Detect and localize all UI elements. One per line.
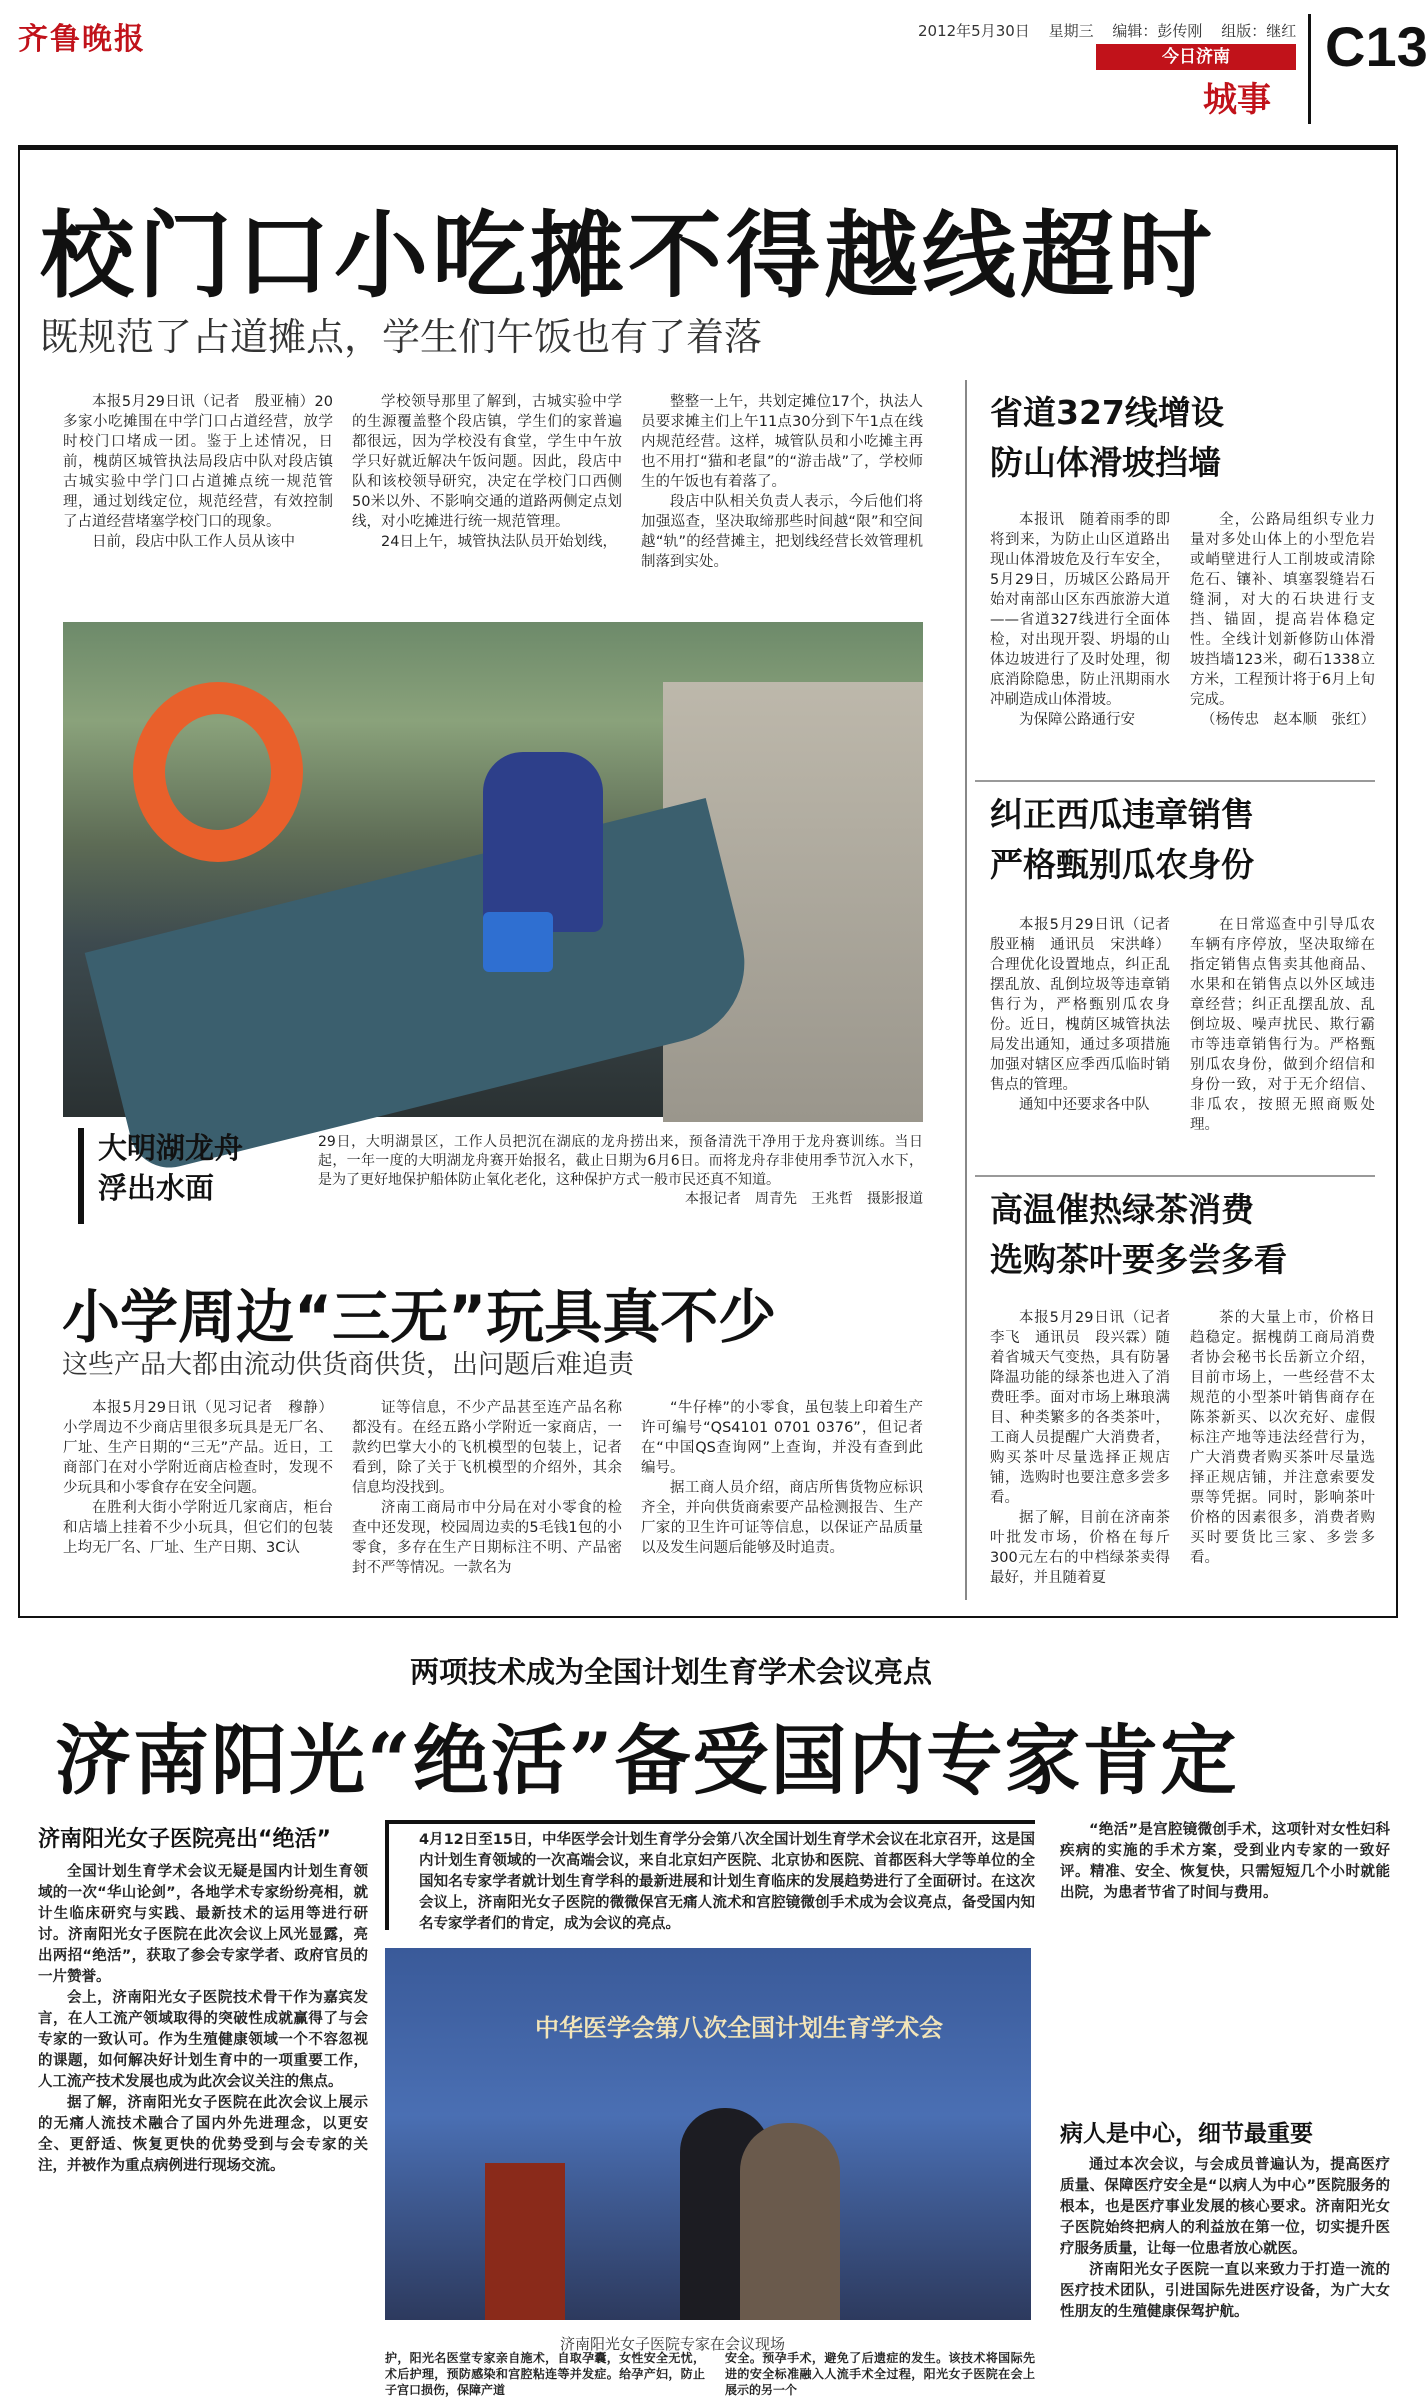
column-divider <box>965 380 967 1600</box>
date: 2012年5月30日 <box>918 22 1030 40</box>
side-2-col-1 <box>990 915 1185 1115</box>
lead-paragraph: 日前，段店中队工作人员从该中 <box>92 534 295 550</box>
advert-headline: 济南阳光“绝活”备受国内专家肯定 <box>55 1716 1239 1805</box>
life-ring-shape <box>133 682 303 862</box>
toy-paragraph: 本报5月29日讯（见习记者 穆静）小学周边不少商店里很多玩具是无厂名、厂址、生产日期的“三无”产品。近日，工商部门在对小学附近商店检查时，发现不少玩具和小零食存在安全问题。 <box>63 1400 333 1496</box>
person-shape <box>740 2123 840 2320</box>
side-1-col-1 <box>990 510 1170 730</box>
page-number: C13 <box>1308 14 1428 124</box>
advert-bottom-mid: 护，阳光名医堂专家亲自施术，自取孕囊，女性安全无忧，术后护理，预防感染和宫腔粘连等并发症。给孕产妇，防止子宫口损伤，保障产道 <box>385 2351 705 2397</box>
advert-paragraph: “绝活”是宫腔镜微创手术，这项针对女性妇科疾病的实施的手术方案，受到业内专家的一致好评。精准、安全、恢复快，只需短短几个小时就能出院，为患者节省了时间与费用。 <box>1060 1822 1390 1901</box>
side-divider <box>975 1175 1375 1177</box>
advert-right-subhead: 病人是中心，细节最重要 <box>1060 2121 1313 2147</box>
side-credit: （杨传忠 赵本顺 张红） <box>1201 712 1375 728</box>
side-headline: 选购茶叶要多尝多看 <box>990 1240 1287 1279</box>
lead-col-2 <box>352 392 622 552</box>
advert-paragraph: 全国计划生育学术会议无疑是国内计划生育领域的一次“华山论剑”，各地学术专家纷纷亮相，就计生临床研究与实践、最新技术的运用等进行研讨。济南阳光女子医院在此次会议上风光显露，亮出两招“绝活”，获取了参会专家学者、政府官员的一片赞誉。 <box>38 1864 368 1985</box>
side-headline: 高温催热绿茶消费 <box>990 1190 1254 1229</box>
side-2-col-2 <box>1190 915 1375 1135</box>
lead-col-3 <box>641 392 923 572</box>
side-3-col-1 <box>990 1308 1185 1588</box>
toy-subhead: 这些产品大都由流动供货商供货，出问题后难追责 <box>62 1350 635 1380</box>
photo-title <box>78 1128 318 1224</box>
side-paragraph: 本报讯 随着雨季的即将到来，为防止山区道路出现山体滑坡危及行车安全，5月29日，历城区公路局开始对南部山区东西旅游大道——省道327线进行全面体检，对出现开裂、坍塌的山体边坡进行了及时处理，彻底消除隐患，防止汛期雨水冲刷造成山体滑坡。 <box>990 512 1170 708</box>
toy-col-3 <box>641 1398 923 1558</box>
conference-photo <box>385 1948 1031 2320</box>
photo-caption-text: 29日，大明湖景区，工作人员把沉在湖底的龙舟捞出来，预备清洗干净用于龙舟赛训练。当日起，一年一度的大明湖龙舟赛开始报名，截止日期为6月6日。而将龙舟存非使用季节沉入水下，是为了更好地保护船体防止氧化老化，这种保护方式一般市民还真不知道。 <box>318 1134 923 1188</box>
worker-shape <box>483 752 603 932</box>
advert-left-subhead: 济南阳光女子医院亮出“绝活” <box>38 1827 331 1852</box>
side-paragraph: 本报5月29日讯（记者 李飞 通讯员 段兴霖）随着省城天气变热，具有防暑降温功能的绿茶也进入了消费旺季。面对市场上琳琅满目、种类繁多的各类茶叶，工商人员提醒广大消费者，购买茶叶尽量选择正规店铺，选购时也要注意多尝多看。 <box>990 1310 1185 1506</box>
advert-paragraph: 通过本次会议，与会成员普遍认为，提高医疗质量、保障医疗安全是“以病人为中心”医院服务的根本，也是医疗事业发展的核心要求。济南阳光女子医院始终把病人的利益放在第一位，切实提升医疗服务质量，让每一位患者放心就医。 <box>1060 2157 1390 2257</box>
advert-paragraph: 据了解，济南阳光女子医院在此次会议上展示的无痛人流技术融合了国内外先进理念，以更安全、更舒适、恢复更快的优势受到与会专家的关注，并被作为重点病例进行现场交流。 <box>38 2095 368 2174</box>
toy-headline: 小学周边“三无”玩具真不少 <box>62 1283 777 1351</box>
side-story-3 <box>990 1185 1380 1285</box>
conference-caption: 济南阳光女子医院专家在会议现场 <box>560 2335 786 2353</box>
weekday: 星期三 <box>1048 22 1094 40</box>
side-paragraph: 茶的大量上市，价格日趋稳定。据槐荫工商局消费者协会秘书长岳新立介绍，目前市场上，一些经营不太规范的小型茶叶销售商存在陈茶新买、以次充好、虚假标注产地等违法经营行为，广大消费者购买茶叶尽量选择正规店铺，并注意索要发票等凭据。同时，影响茶叶价格的因素很多，消费者购买时要货比三家、多尝多看。 <box>1190 1310 1375 1566</box>
lead-paragraph: 24日上午，城管执法队员开始划线， <box>381 534 617 550</box>
lead-col-1 <box>63 392 333 552</box>
toy-paragraph: 据工商人员介绍，商店所售货物应标识齐全，并向供货商索要产品检测报告、生产厂家的卫生许可证等信息，以保证产品质量以及发生问题后能够及时追责。 <box>641 1480 923 1556</box>
photo-title-line: 大明湖龙舟 <box>98 1131 244 1165</box>
photo-title-line: 浮出水面 <box>98 1171 215 1205</box>
lead-paragraph: 段店中队相关负责人表示，今后他们将加强巡查，坚决取缔那些时间越“限”和空间越“轨”的经营摊主，把划线经营长效管理机制落到实处。 <box>641 494 923 570</box>
toy-paragraph: 在胜利大街小学附近几家商店，柜台和店墙上挂着不少小玩具，但它们的包装上均无厂名、厂址、生产日期、3C认 <box>63 1500 333 1556</box>
lead-headline: 校门口小吃摊不得越线超时 <box>40 202 1217 311</box>
bucket-shape <box>483 912 553 972</box>
side-paragraph: 为保障公路通行安 <box>1019 712 1135 728</box>
side-headline: 严格甄别瓜农身份 <box>990 845 1254 884</box>
side-headline: 省道327线增设 <box>990 393 1224 432</box>
masthead <box>18 14 1428 124</box>
photo-caption <box>318 1133 923 1209</box>
toy-paragraph: 证等信息，不少产品甚至连产品名称都没有。在经五路小学附近一家商店，一款约巴掌大小的飞机模型的包装上，记者看到，除了关于飞机模型的介绍外，其余信息均没找到。 <box>352 1400 622 1496</box>
toy-col-2 <box>352 1398 622 1578</box>
side-headline: 纠正西瓜违章销售 <box>990 795 1254 834</box>
advert-right-col-2 <box>1060 2155 1390 2323</box>
editor: 编辑：彭传刚 <box>1112 22 1203 40</box>
section-name: 城事 <box>1203 80 1271 120</box>
side-paragraph: 本报5月29日讯（记者 殷亚楠 通讯员 宋洪峰）合理优化设置地点，纠正乱摆乱放、乱倒垃圾等违章销售行为，严格甄别瓜农身份。近日，槐荫区城管执法局发出通知，通过多项措施加强对辖区应季西瓜临时销售点的管理。 <box>990 917 1185 1093</box>
side-3-col-2 <box>1190 1308 1375 1568</box>
toy-col-1 <box>63 1398 333 1558</box>
photo-credit: 本报记者 周青先 王兆哲 摄影报道 <box>685 1191 923 1207</box>
side-paragraph: 通知中还要求各中队 <box>1019 1097 1150 1113</box>
advert-kicker: 两项技术成为全国计划生育学术会议亮点 <box>410 1655 933 1689</box>
advert-paragraph: 会上，济南阳光女子医院技术骨干作为嘉宾发言，在人工流产领域取得的突破性成就赢得了与会专家的一致认可。作为生殖健康领域一个不容忽视的课题，如何解决好计划生育中的一项重要工作，人工流产技术发展也成为此次会议关注的焦点。 <box>38 1990 368 2090</box>
toy-paragraph: “牛仔棒”的小零食，虽包装上印着生产许可编号“QS4101 0701 0376”，但记者在“中国QS查询网”上查询，并没有查到此编号。 <box>641 1400 923 1476</box>
paper-name: 齐鲁晚报 <box>18 22 146 57</box>
section-bar: 今日济南 <box>1096 44 1296 70</box>
advert-bottom-mid-2: 安全。预孕手术，避免了后遗症的发生。该技术将国际先进的安全标准融入人流手术全过程，阳光女子医院在会上展示的另一个 <box>725 2351 1035 2397</box>
advert-right-col <box>1060 1820 1390 1904</box>
advert-paragraph: 济南阳光女子医院一直以来致力于打造一流的医疗技术团队，引进国际先进医疗设备，为广大女性朋友的生殖健康保驾护航。 <box>1060 2262 1390 2320</box>
side-story-1 <box>990 388 1380 488</box>
layout-credit: 组版：继红 <box>1221 22 1297 40</box>
toy-paragraph: 济南工商局市中分局在对小零食的检查中还发现，校园周边卖的5毛钱1包的小零食，多存在生产日期标注不明、产品密封不严等情况。一款名为 <box>352 1500 622 1576</box>
lead-subhead: 既规范了占道摊点，学生们午饭也有了着落 <box>40 315 763 359</box>
side-story-2 <box>990 790 1380 890</box>
conference-banner: 中华医学会第八次全国计划生育学术会 <box>535 2014 943 2042</box>
dragon-boat-photo <box>63 622 923 1117</box>
podium-shape <box>485 2163 565 2320</box>
lead-paragraph: 整整一上午，共划定摊位17个，执法人员要求摊主们上午11点30分到下午1点在线内规范经营。这样，城管队员和小吃摊主再也不用打“猫和老鼠”的“游击战”了，学校师生的午饭也有着落了。 <box>641 394 923 490</box>
lead-paragraph: 学校领导那里了解到，古城实验中学的生源覆盖整个段店镇，学生们的家普遍都很远，因为学校没有食堂，学生中午放学只好就近解决午饭问题。因此，段店中队和该校领导研究，决定在学校门口西侧50米以外、不影响交通的道路两侧定点划线，对小吃摊进行统一规范管理。 <box>352 394 622 530</box>
side-headline: 防山体滑坡挡墙 <box>990 443 1221 482</box>
side-1-col-2 <box>1190 510 1375 730</box>
advert-lead: 4月12日至15日，中华医学会计划生育学分会第八次全国计划生育学术会议在北京召开，这是国内计划生育领域的一次高端会议，来自北京妇产医院、北京协和医院、首都医科大学等单位的全国知名专家学者就计划生育学科的最新进展和计划生育临床的发展趋势进行了全面研讨。在这次会议上，济南阳光女子医院的微微保宫无痛人流术和宫腔镜微创手术成为会议亮点，备受国内知名专家学者们的肯定，成为会议的亮点。 <box>385 1820 1035 1930</box>
side-paragraph: 在日常巡查中引导瓜农车辆有序停放，坚决取缔在指定销售点售卖其他商品、水果和在销售点以外区域违章经营；纠正乱摆乱放、乱倒垃圾、噪声扰民、欺行霸市等违章销售行为。严格甄别瓜农身份，做到介绍信和身份一致，对于无介绍信、非瓜农，按照无照商贩处理。 <box>1190 917 1375 1133</box>
side-divider <box>975 780 1375 782</box>
advert-left-col <box>38 1862 368 2177</box>
side-paragraph: 全，公路局组织专业力量对多处山体上的小型危岩或峭壁进行人工削坡或清除危石、镶补、填塞裂缝岩石缝洞，对大的石块进行支挡、锚固，提高岩体稳定性。全线计划新修防山体滑坡挡墙123米，砌石1338立方米，工程预计将于6月上旬完成。 <box>1190 512 1375 708</box>
dateline <box>918 20 1310 41</box>
lead-paragraph: 本报5月29日讯（记者 殷亚楠）20多家小吃摊围在中学门口占道经营，放学时校门口堵成一团。鉴于上述情况，日前，槐荫区城管执法局段店中队对段店镇古城实验中学门口占道摊点统一规范管理，通过划线定位，规范经营，有效控制了占道经营堵塞学校门口的现象。 <box>63 394 333 530</box>
side-paragraph: 据了解，目前在济南茶叶批发市场，价格在每斤300元左右的中档绿茶卖得最好，并且随着夏 <box>990 1510 1170 1586</box>
